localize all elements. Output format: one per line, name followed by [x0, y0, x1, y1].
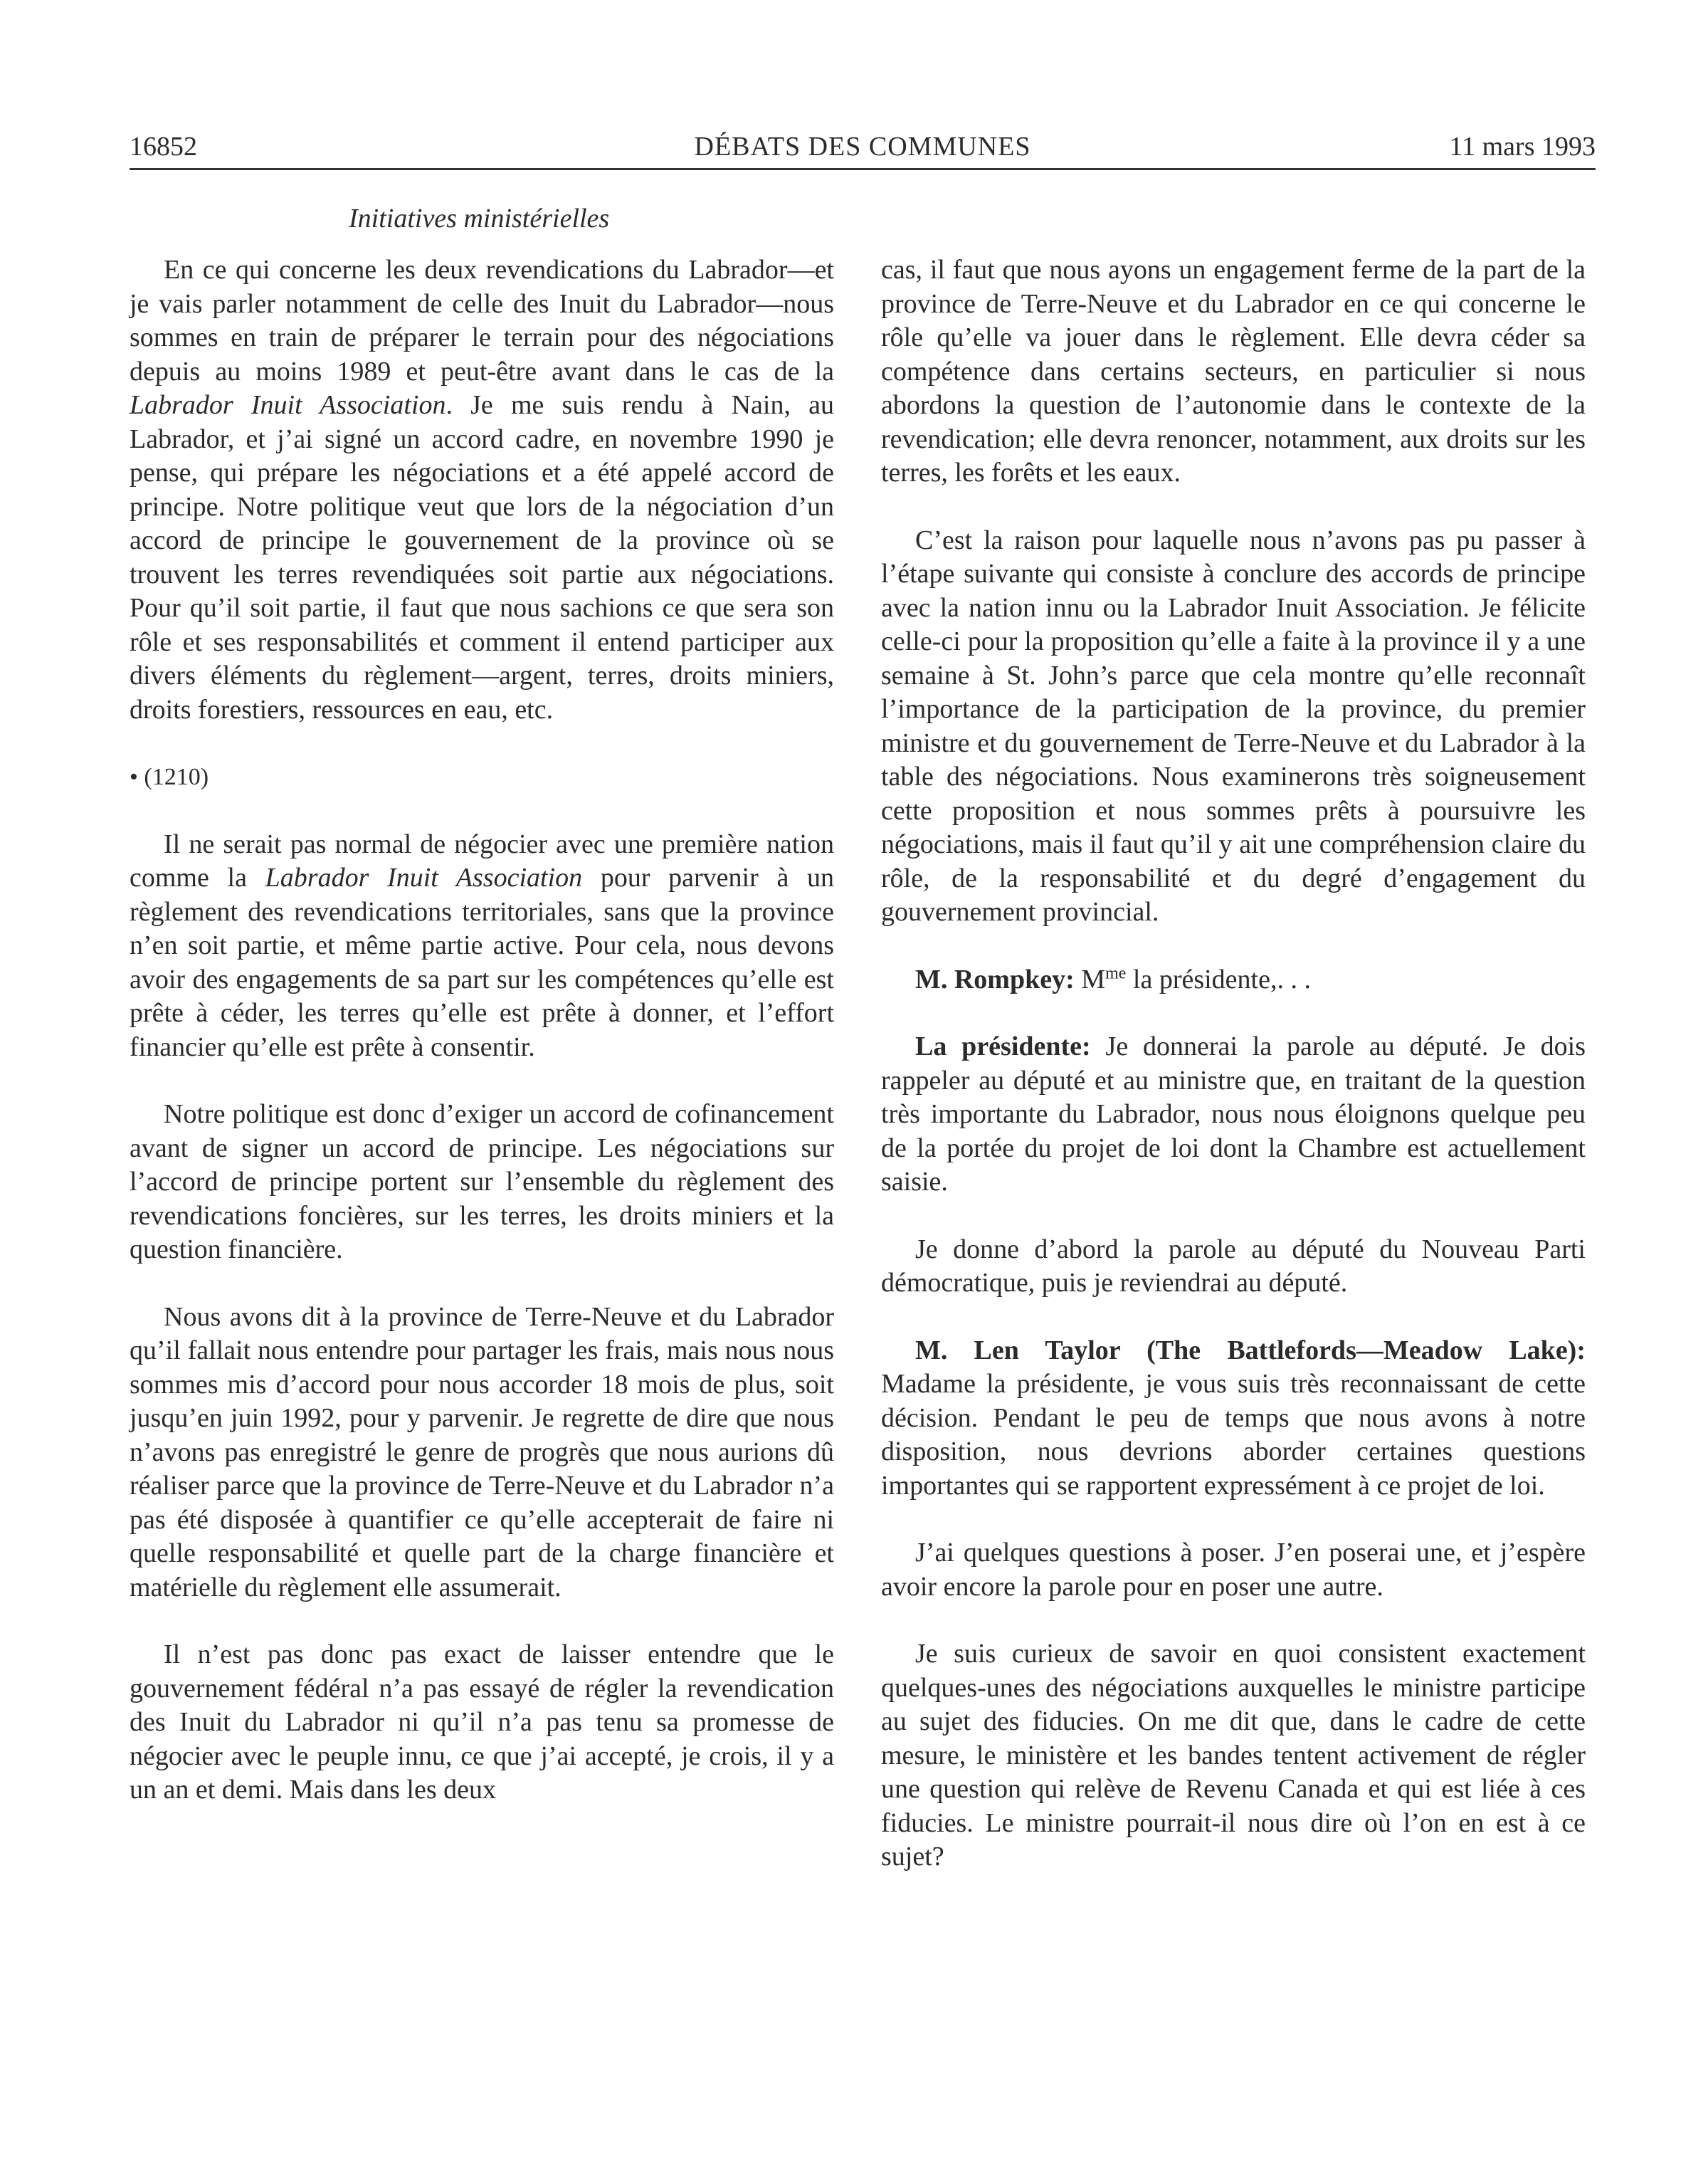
speaker-name: M. Len Taylor (The Battlefords—Meadow Lake):: [915, 1335, 1586, 1365]
speaker-name: M. Rompkey:: [915, 964, 1075, 994]
right-paragraph-7: J’ai quelques questions à poser. J’en poserai une, et j’espère avoir encore la parole pour en poser une autre.: [881, 1538, 1586, 1602]
speaker-name: La présidente:: [915, 1031, 1091, 1061]
left-paragraph-5: Il n’est pas donc pas exact de laisser entendre que le gouvernement fédéral n’a pas essayé de régler la revendication des Inuit du Labrador ni qu’il n’a pas tenu sa promesse de négocier avec le peuple innu, ce que j’ai accepté, je crois, il y a un an et demi. Mais dans les deux: [130, 1639, 834, 1805]
left-column: [130, 253, 834, 1807]
header-rule: [130, 168, 1596, 170]
text-run: Je donnerai la parole au député. Je dois rappeler au député et au ministre que, en traitant de la question très importante du Labrador, nous nous éloignons quelque peu de la portée du projet de loi dont la Chambre est actuellement saisie.: [881, 1031, 1586, 1197]
text-run: Il ne serait pas normal de négocier avec une première nation comme la: [130, 829, 834, 893]
italic-org-name: Labrador Inuit Association: [265, 863, 583, 893]
right-paragraph-2: C’est la raison pour laquelle nous n’avons pas pu passer à l’étape suivante qui consiste à conclure des accords de principe avec la nation innu ou la Labrador Inuit Association. Je félicite celle-ci pour la proposition qu’elle a faite à la province il y a une semaine à St. John’s parce que cela montre qu’elle reconnaît l’importance de la participation de la province, du premier ministre et du gouvernement de Terre-Neuve et du Labrador à la table des négociations. Nous examinerons très soigneusement cette proposition et nous sommes prêts à poursuivre les négociations, mais il faut qu’il y ait une compréhension claire du rôle, de la responsabilité et du degré d’engagement du gouvernement provincial.: [881, 525, 1586, 927]
right-paragraph-3: [881, 963, 1586, 997]
text-run: . Je me suis rendu à Nain, au Labrador, et j’ai signé un accord cadre, en novembre 1990 je pense, qui prépare les négociations et a été appelé accord de principe. Notre politique veut que lors de la négociation d’un accord de principe le gouvernement de la province où se trouvent les terres revendiquées soit partie aux négociations. Pour qu’il soit partie, il faut que nous sachions ce que sera son rôle et ses responsabilités et comment il entend participer aux divers éléments du règlement—argent, terres, droits miniers, droits forestiers, ressources en eau, etc.: [130, 390, 834, 725]
right-paragraph-6: [881, 1334, 1586, 1503]
text-run: pour parvenir à un règlement des revendications territoriales, sans que la province n’en soit partie, et même partie active. Pour cela, nous devons avoir des engagements de sa part sur les compétences qu’elle est prête à céder, les terres qu’elle est prête à donner, et l’effort financier qu’elle est prête à consentir.: [130, 863, 834, 1062]
right-paragraph-1: cas, il faut que nous ayons un engagement ferme de la part de la province de Terre-Neuve et du Labrador en ce qui concerne le rôle qu’elle va jouer dans le règlement. Elle devra céder sa compétence dans certains secteurs, en particulier si nous abordons la question de l’autonomie dans le contexte de la revendication; elle devra renoncer, notamment, aux droits sur les terres, les forêts et les eaux.: [881, 255, 1586, 488]
page-number: 16852: [130, 132, 197, 162]
left-paragraph-2: [130, 828, 834, 1065]
left-paragraph-3: Notre politique est donc d’exiger un accord de cofinancement avant de signer un accord de principe. Les négociations sur l’accord de principe portent sur l’ensemble du règlement des revendications foncières, sur les terres, les droits miniers et la question financière.: [130, 1099, 834, 1264]
time-marker: • (1210): [130, 764, 209, 790]
right-paragraph-4: [881, 1030, 1586, 1199]
right-paragraph-8: Je suis curieux de savoir en quoi consistent exactement quelques-unes des négociations auxquelles le ministre participe au sujet des fiducies. On me dit que, dans le cadre de cette mesure, le ministère et les bandes tentent activement de régler une question qui relève de Revenu Canada et qui est liée à ces fiducies. Le ministre pourrait-il nous dire où l’on en est à ce sujet?: [881, 1639, 1586, 1871]
page-header: [130, 127, 1596, 167]
right-paragraph-5: Je donne d’abord la parole au député du Nouveau Parti démocratique, puis je reviendrai au député.: [881, 1234, 1586, 1298]
sitting-date: 11 mars 1993: [1449, 132, 1596, 162]
text-run: En ce qui concerne les deux revendications du Labrador—et je vais parler notamment de celle des Inuit du Labrador—nous sommes en train de préparer le terrain pour des négociations depuis au moins 1989 et peut-être avant dans le cas de la: [130, 255, 834, 387]
superscript: me: [1105, 963, 1127, 982]
right-column: [881, 253, 1586, 1874]
text-run: la présidente,. . .: [1126, 964, 1311, 994]
left-paragraph-4: Nous avons dit à la province de Terre-Neuve et du Labrador qu’il fallait nous entendre pour partager les frais, mais nous nous sommes mis d’accord pour nous accorder 18 mois de plus, soit jusqu’en juin 1992, pour y parvenir. Je regrette de dire que nous n’avons pas enregistré le genre de progrès que nous aurions dû réaliser parce que la province de Terre-Neuve et du Labrador n’a pas été disposée à quantifier ce qu’elle accepterait de faire ni quelle responsabilité et quelle part de la charge financière et matérielle du règlement elle assumerait.: [130, 1301, 834, 1602]
section-title: Initiatives ministérielles: [349, 204, 610, 233]
text-run: M: [1081, 964, 1106, 994]
italic-org-name: Labrador Inuit Association: [130, 390, 446, 420]
text-run: Madame la présidente, je vous suis très reconnaissant de cette décision. Pendant le peu de temps que nous avons à notre disposition, nous devrions aborder certaines questions importantes qui se rapportent expressément à ce projet de loi.: [881, 1369, 1586, 1501]
publication-title: DÉBATS DES COMMUNES: [694, 132, 1031, 162]
left-paragraph-1: [130, 253, 834, 727]
